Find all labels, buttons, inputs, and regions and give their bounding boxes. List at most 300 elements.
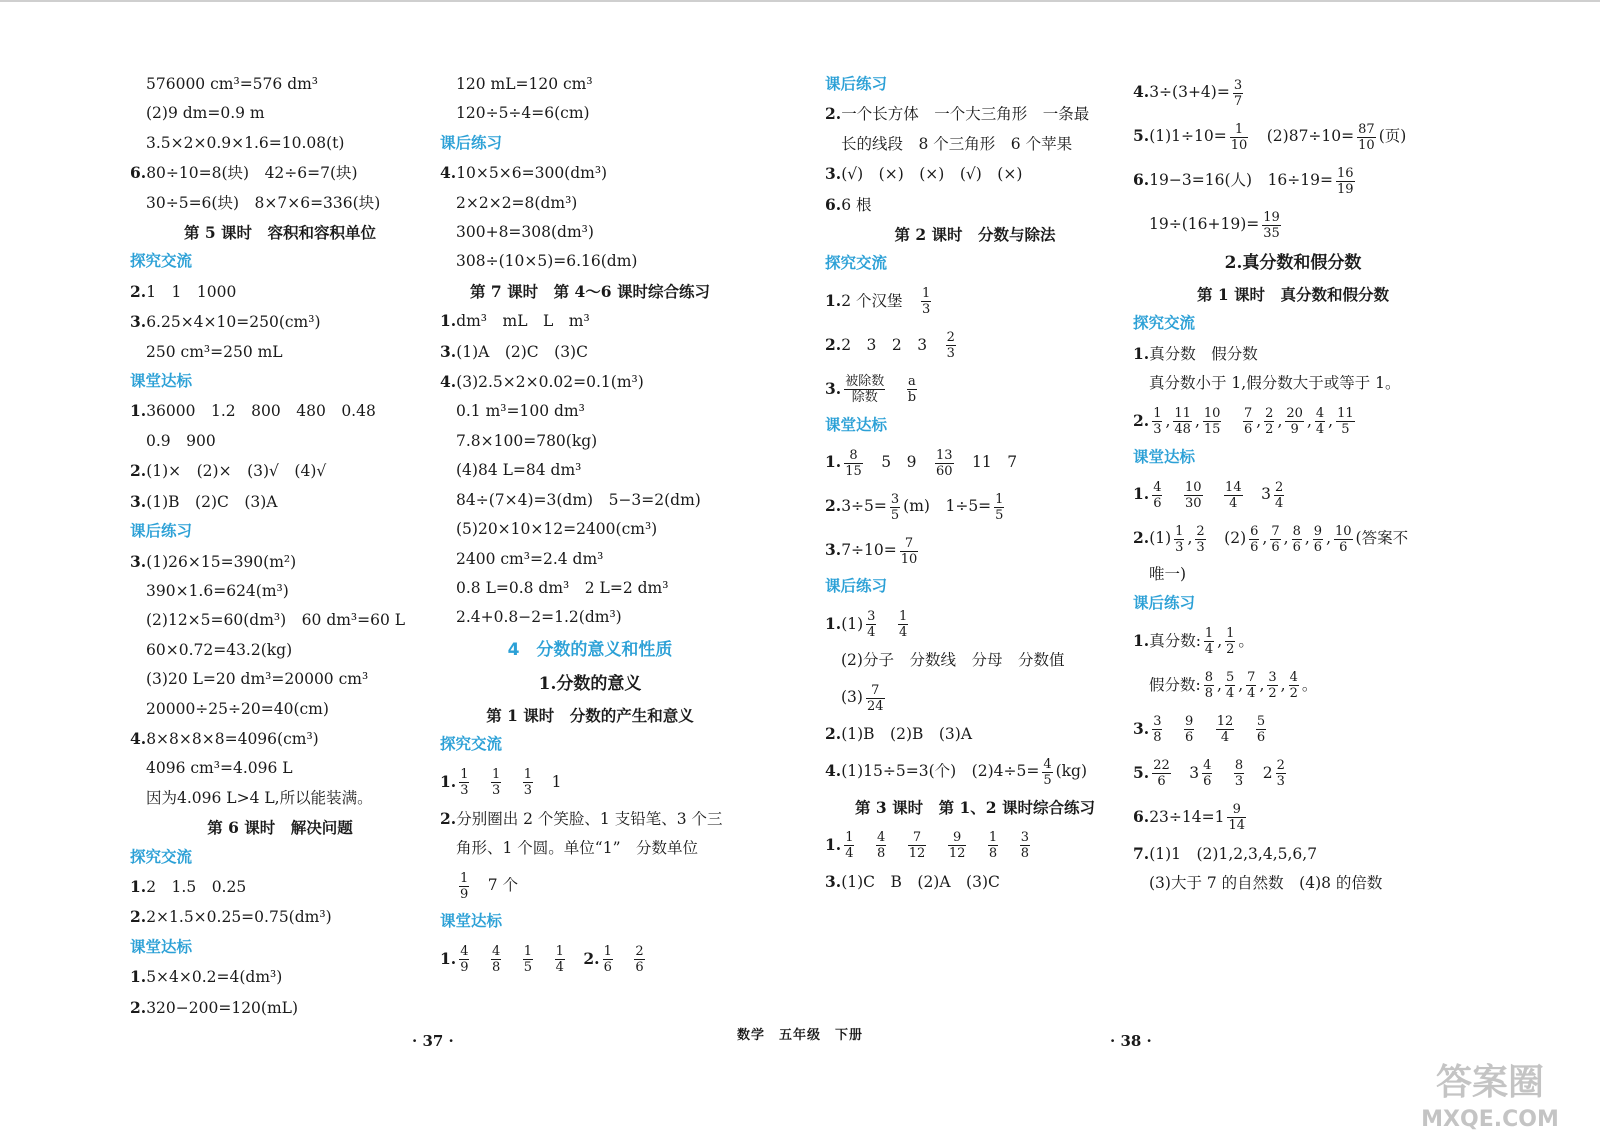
top-edge-line xyxy=(0,0,1600,2)
numerator: 2 xyxy=(946,330,955,346)
denominator: 6 xyxy=(1271,539,1280,555)
answer-line: 2.2×1.5×0.25=0.75(dm³) xyxy=(130,907,332,927)
answer-line: 4.(1)15÷5=3(个) (2)4÷5= $\frac{4}{5}$ (kg) xyxy=(825,756,1088,788)
fraction xyxy=(866,609,876,640)
denominator: 9 xyxy=(460,886,469,902)
question-number: 4. xyxy=(440,372,457,392)
denominator: 8 xyxy=(876,846,886,862)
answer-line: 2.分别圈出 2 个笑脸、1 支铅笔、3 个三 xyxy=(440,808,723,828)
section-label: 课后练习 xyxy=(130,522,193,541)
question-number: 2. xyxy=(440,808,457,828)
fraction xyxy=(948,830,967,861)
denominator: 3 xyxy=(1153,422,1162,438)
numerator: 10 xyxy=(1335,523,1352,539)
fraction xyxy=(1234,758,1244,789)
numerator: 13 xyxy=(935,447,953,463)
question-number: 3. xyxy=(825,871,842,891)
fraction xyxy=(1267,670,1277,701)
denominator: 3 xyxy=(921,302,931,318)
chapter-title: 4 分数的意义和性质 xyxy=(507,639,673,660)
numerator: 16 xyxy=(1337,165,1354,181)
fraction xyxy=(1256,714,1266,745)
fraction xyxy=(1042,757,1052,788)
answer-line xyxy=(440,937,740,981)
denominator: 4 xyxy=(1229,495,1238,511)
fraction xyxy=(876,830,886,861)
fraction xyxy=(1334,524,1353,555)
answer-line: 3.6.25×4×10=250(cm³) xyxy=(130,312,321,332)
fraction xyxy=(1195,524,1205,555)
numerator: 1 xyxy=(1153,406,1162,422)
question-number: 1. xyxy=(440,311,457,331)
watermark-line2: MXQE.COM xyxy=(1421,1107,1559,1132)
question-number: 1. xyxy=(825,613,842,633)
denominator: 8 xyxy=(1020,846,1029,862)
answer-line: 假分数: $\frac{8}{8}$ , $\frac{5}{4}$ , $\frac{7}{4}$ , $\frac{3}{2}$ , $\frac{4}{2}$ 。 xyxy=(1149,670,1318,702)
answer-line: 5. $\frac{22}{6}$ 3 $\frac{4}{6}$ $\frac{8}{3}$ 2 $\frac{2}{3}$ xyxy=(1133,758,1285,790)
denominator: 除数 xyxy=(851,390,878,406)
answer-line: 长的线段 8 个三角形 6 个苹果 xyxy=(841,134,1073,153)
answer-line: 2400 cm³=2.4 dm³ xyxy=(456,549,604,568)
answer-column-4 xyxy=(1133,70,1453,899)
answer-line: 因为4.096 L>4 L,所以能装满。 xyxy=(146,788,373,807)
fraction xyxy=(1230,122,1249,153)
answer-column-1 xyxy=(130,70,430,1023)
fraction xyxy=(1152,406,1162,437)
question-number: 6. xyxy=(130,163,147,183)
denominator: 6 xyxy=(1243,422,1253,438)
section-label: 探究交流 xyxy=(130,252,193,271)
fraction xyxy=(459,871,469,902)
answer-line: 2.3÷5= $\frac{3}{5}$ (m) 1÷5= $\frac{1}{5}$ xyxy=(825,491,1004,523)
fraction xyxy=(1289,670,1299,701)
numerator: 1 xyxy=(845,830,854,846)
answer-line: 2.2 3 2 3 $\frac{2}{3}$ xyxy=(825,330,955,362)
question-number: 4. xyxy=(825,761,842,781)
numerator: 7 xyxy=(1247,670,1256,686)
fraction xyxy=(844,374,885,405)
section-label: 课堂达标 xyxy=(130,937,193,956)
answer-line: 3.(1)A (2)C (3)C xyxy=(440,341,588,361)
answer-line: 250 cm³=250 mL xyxy=(146,342,283,361)
numerator: 1 xyxy=(460,767,469,783)
denominator: 3 xyxy=(491,783,501,799)
denominator: 10 xyxy=(1230,137,1248,153)
denominator: 4 xyxy=(1315,422,1325,438)
answer-line: 1. $\frac{8}{15}$ 5 9 $\frac{13}{60}$ 11 7 xyxy=(825,447,1018,479)
denominator: 3 xyxy=(523,783,533,799)
fraction xyxy=(908,830,927,861)
question-number: 3. xyxy=(1133,718,1150,738)
denominator: 9 xyxy=(460,960,469,976)
question-number: 1. xyxy=(825,834,842,854)
denominator: 5 xyxy=(995,507,1004,523)
fraction xyxy=(634,944,644,975)
numerator: 1 xyxy=(603,944,612,960)
numerator: 8 xyxy=(1292,523,1301,539)
numerator: 22 xyxy=(1153,758,1170,774)
fraction xyxy=(1184,714,1194,745)
denominator: 10 xyxy=(900,551,918,567)
fraction xyxy=(898,609,908,640)
denominator: 6 xyxy=(1250,539,1259,555)
answer-line: 3.(1)26×15=390(m²) xyxy=(130,551,297,571)
denominator: 10 xyxy=(1358,137,1375,153)
numerator: 20 xyxy=(1286,406,1303,422)
answer-line: 3.(1)C B (2)A (3)C xyxy=(825,871,1000,891)
numerator: 1 xyxy=(491,767,501,783)
numerator: 3 xyxy=(890,491,900,507)
fraction xyxy=(1184,480,1203,511)
answer-line: 60×0.72=43.2(kg) xyxy=(146,640,293,659)
answer-line: 84÷(7×4)=3(dm) 5−3=2(dm) xyxy=(456,490,701,509)
numerator: 1 xyxy=(1226,626,1235,642)
denominator: 3 xyxy=(1175,539,1184,555)
denominator: 6 xyxy=(1313,539,1323,555)
numerator: 1 xyxy=(523,944,533,960)
denominator: 4 xyxy=(1225,686,1235,702)
numerator: 1 xyxy=(898,609,908,625)
question-number: 3. xyxy=(130,551,147,571)
numerator: 1 xyxy=(460,870,469,886)
answer-line: 2×2×2=8(dm³) xyxy=(456,193,578,212)
denominator: 8 xyxy=(1204,686,1214,702)
fraction xyxy=(1202,758,1212,789)
denominator: 4 xyxy=(1220,730,1230,746)
denominator: 5 xyxy=(1341,422,1350,438)
fraction xyxy=(1243,406,1253,437)
question-number: 3. xyxy=(825,540,842,560)
fraction xyxy=(907,374,917,405)
answer-line: 3.7÷10= $\frac{7}{10}$ xyxy=(825,535,918,567)
denominator: 6 xyxy=(635,960,644,976)
denominator: 4 xyxy=(867,625,876,641)
answer-line: 3.(√) (×) (×) (√) (×) xyxy=(825,164,1023,184)
answer-line: 308÷(10×5)=6.16(dm) xyxy=(456,252,638,271)
numerator: 12 xyxy=(1216,714,1234,730)
denominator: 12 xyxy=(908,846,926,862)
denominator: 5 xyxy=(523,960,533,976)
lesson-heading: 第 7 课时 第 4～6 课时综合练习 xyxy=(470,281,710,301)
answer-line: 1.36000 1.2 800 480 0.48 xyxy=(130,401,376,421)
section-label: 课后练习 xyxy=(825,577,888,596)
question-number: 1. xyxy=(1133,630,1150,650)
answer-line: 1.(1) $\frac{3}{4}$ $\frac{1}{4}$ xyxy=(825,609,908,641)
lesson-heading: 第 2 课时 分数与除法 xyxy=(894,225,1056,245)
answer-line: 1.真分数: $\frac{1}{4}$ , $\frac{1}{2}$ 。 xyxy=(1133,626,1254,658)
numerator: 9 xyxy=(948,830,967,846)
section-label: 课堂达标 xyxy=(825,415,888,434)
fraction xyxy=(1204,670,1214,701)
section-label: 课后练习 xyxy=(825,75,888,93)
numerator: 19 xyxy=(1263,209,1280,225)
numerator: 7 xyxy=(900,536,919,552)
numerator: 6 xyxy=(1250,523,1259,539)
fraction xyxy=(900,536,919,567)
answer-line: 真分数小于 1,假分数大于或等于 1。 xyxy=(1149,374,1401,393)
question-number: 2. xyxy=(1133,528,1150,548)
numerator: 8 xyxy=(1234,758,1244,774)
fraction xyxy=(921,286,931,317)
answer-line xyxy=(1133,707,1453,751)
fraction xyxy=(994,492,1004,523)
answer-line: 1.真分数 假分数 xyxy=(1133,343,1258,363)
numerator: 3 xyxy=(1153,714,1162,730)
numerator: 4 xyxy=(1203,758,1212,774)
fraction xyxy=(935,448,954,479)
answer-line: 1.2 1.5 0.25 xyxy=(130,876,247,896)
question-number: 4. xyxy=(1133,82,1150,101)
fraction xyxy=(1224,480,1243,511)
denominator: 6 xyxy=(1339,539,1348,555)
denominator: 5 xyxy=(1043,772,1052,788)
section-label: 课堂达标 xyxy=(440,912,503,931)
answer-line: 4.3÷(3+4)= $\frac{3}{7}$ xyxy=(1133,77,1243,109)
denominator: 8 xyxy=(491,960,501,976)
fraction xyxy=(1152,480,1162,511)
watermark-logo xyxy=(1420,1060,1560,1140)
fraction xyxy=(1315,406,1325,437)
question-number: 4. xyxy=(130,728,147,748)
denominator: 2 xyxy=(1226,642,1235,658)
denominator: 24 xyxy=(866,698,884,714)
answer-line: 4.(3)2.5×2×0.02=0.1(m³) xyxy=(440,372,644,392)
numerator: 4 xyxy=(876,830,886,846)
section-label: 探究交流 xyxy=(1133,314,1196,333)
question-number: 3. xyxy=(825,164,842,184)
numerator: 4 xyxy=(1315,406,1325,422)
answer-line xyxy=(825,823,1125,867)
denominator: 8 xyxy=(988,846,998,862)
numerator: 2 xyxy=(1265,406,1274,422)
fraction xyxy=(1204,626,1214,657)
denominator: 3 xyxy=(1234,774,1244,790)
denominator: 4 xyxy=(1274,495,1284,511)
question-number: 3. xyxy=(130,491,147,511)
fraction xyxy=(523,944,533,975)
question-number: 1. xyxy=(130,401,147,421)
answer-line: 6.19−3=16(人) 16÷19= $\frac{16}{19}$ xyxy=(1133,165,1354,197)
numerator: 3 xyxy=(1233,77,1243,93)
numerator: 2 xyxy=(1196,523,1205,539)
denominator: 6 xyxy=(603,960,612,976)
fraction xyxy=(1225,626,1235,657)
question-number: 6. xyxy=(1133,806,1150,826)
denominator: 4 xyxy=(898,625,908,641)
numerator: 1 xyxy=(1204,626,1214,642)
numerator: 9 xyxy=(1227,802,1246,818)
fraction xyxy=(1276,758,1286,789)
question-number: 2. xyxy=(825,724,842,744)
fraction xyxy=(491,944,501,975)
fraction xyxy=(1357,122,1376,153)
answer-line: 5.(1)1÷10= $\frac{1}{10}$ (2)87÷10= $\frac{87}{10}$ (页) xyxy=(1133,121,1407,153)
numerator: 9 xyxy=(1184,714,1194,730)
section-label: 课后练习 xyxy=(440,133,503,152)
denominator: b xyxy=(907,390,917,406)
answer-line: 19÷(16+19)= $\frac{19}{35}$ xyxy=(1149,209,1280,241)
numerator: 1 xyxy=(995,491,1004,507)
answer-line: 角形、1 个圆。单位“1” 分数单位 xyxy=(456,838,698,857)
fraction xyxy=(890,492,900,523)
numerator: 被除数 xyxy=(845,374,885,390)
denominator: 6 xyxy=(1292,539,1301,555)
denominator: 3 xyxy=(1196,539,1205,555)
numerator: 4 xyxy=(1043,756,1052,772)
numerator: 8 xyxy=(844,448,863,464)
question-number: 5. xyxy=(1133,762,1150,782)
denominator: 7 xyxy=(1233,93,1243,109)
question-number: 1. xyxy=(825,452,842,472)
numerator: 1 xyxy=(555,944,564,960)
fraction xyxy=(1313,524,1323,555)
numerator: 2 xyxy=(635,944,644,960)
answer-line: 2.(1)× (2)× (3)√ (4)√ xyxy=(130,461,327,481)
answer-line: 2.4+0.8−2=1.2(dm³) xyxy=(456,608,622,627)
question-number: 1. xyxy=(130,876,147,896)
fraction xyxy=(946,330,956,361)
question-number: 2. xyxy=(130,461,147,481)
denominator: 48 xyxy=(1174,422,1191,438)
answer-line: 576000 cm³=576 dm³ xyxy=(146,75,319,93)
denominator: 9 xyxy=(1290,422,1299,438)
denominator: 2 xyxy=(1289,686,1298,702)
answer-line: 390×1.6=624(m³) xyxy=(146,581,289,600)
fraction xyxy=(1246,670,1256,701)
fraction xyxy=(555,944,565,975)
denominator: 15 xyxy=(845,463,862,479)
question-number: 3. xyxy=(130,312,147,332)
answer-line: 6.6 根 xyxy=(825,194,872,214)
answer-line: 7.(1)1 (2)1,2,3,4,5,6,7 xyxy=(1133,843,1318,863)
numerator: 7 xyxy=(866,683,885,699)
answer-line: 1.2 个汉堡 $\frac{1}{3}$ xyxy=(825,286,931,318)
answer-line: 20000÷25÷20=40(cm) xyxy=(146,699,329,718)
numerator: 7 xyxy=(1243,406,1253,422)
numerator: 4 xyxy=(1153,479,1162,495)
numerator: 1 xyxy=(1230,122,1249,138)
fraction xyxy=(1227,802,1246,833)
section-label: 课堂达标 xyxy=(1133,447,1196,466)
unit-title: 1.分数的意义 xyxy=(538,673,642,694)
numerator: 1 xyxy=(1175,523,1184,539)
fraction xyxy=(1285,406,1304,437)
numerator: 9 xyxy=(1313,523,1323,539)
footer-subject: 数学 五年级 下册 xyxy=(736,1028,863,1043)
lesson-heading: 第 5 课时 容积和容积单位 xyxy=(183,223,377,243)
numerator: 11 xyxy=(1174,406,1191,422)
denominator: 15 xyxy=(1203,422,1221,438)
page-number-left: · 37 · xyxy=(412,1032,454,1050)
denominator: 12 xyxy=(948,846,966,862)
answer-line: 6.80÷10=8(块) 42÷6=7(块) xyxy=(130,163,358,183)
question-number: 5. xyxy=(1133,126,1150,145)
section-label: 探究交流 xyxy=(130,847,193,866)
fraction xyxy=(1225,670,1235,701)
answer-line: 唯一) xyxy=(1149,565,1187,584)
lesson-heading: 第 1 课时 真分数和假分数 xyxy=(1196,285,1390,304)
question-number: 1. xyxy=(440,948,457,968)
fraction xyxy=(1249,524,1259,555)
question-number: 1. xyxy=(825,290,842,310)
denominator: 4 xyxy=(845,846,854,862)
fraction xyxy=(1020,830,1030,861)
denominator: 6 xyxy=(1153,495,1162,511)
answer-line xyxy=(825,367,1125,411)
fraction xyxy=(1152,758,1171,789)
question-number: 1. xyxy=(440,771,457,791)
question-number: 2. xyxy=(583,948,600,968)
answer-line: 1. $\frac{1}{3}$ $\frac{1}{3}$ $\frac{1}{3}$ 1 xyxy=(440,767,562,799)
denominator: 60 xyxy=(935,463,953,479)
answer-line: 4.8×8×8×8=4096(cm³) xyxy=(130,728,319,748)
question-number: 2. xyxy=(825,496,842,516)
fraction xyxy=(1336,406,1355,437)
question-number: 6. xyxy=(1133,170,1150,189)
page-number-right: · 38 · xyxy=(1110,1032,1152,1050)
fraction xyxy=(491,767,501,798)
denominator: 14 xyxy=(1228,818,1246,834)
answer-line: 2.(1) $\frac{1}{3}$ , $\frac{2}{3}$ (2) $\frac{6}{6}$ , $\frac{7}{6}$ , $\frac{8}{6}$ , $\frac{9}{6}$ , $\frac{10}{6}$ (答案不 xyxy=(1133,523,1409,555)
question-number: 7. xyxy=(1133,843,1150,863)
answer-line: 4096 cm³=4.096 L xyxy=(146,759,293,778)
fraction xyxy=(1152,714,1162,745)
fraction xyxy=(844,448,863,479)
answer-line: 30÷5=6(块) 8×7×6=336(块) xyxy=(146,193,381,212)
question-number: 2. xyxy=(130,907,147,927)
answer-line: 120 mL=120 cm³ xyxy=(456,75,593,93)
fraction xyxy=(1270,524,1280,555)
answer-line: (2)12×5=60(dm³) 60 dm³=60 L xyxy=(146,611,406,630)
fraction xyxy=(523,767,533,798)
answer-line: 0.1 m³=100 dm³ xyxy=(456,402,585,421)
numerator: 5 xyxy=(1225,670,1235,686)
denominator: 8 xyxy=(1153,730,1162,746)
answer-line: (3)大于 7 的自然数 (4)8 的倍数 xyxy=(1149,874,1383,893)
numerator: 4 xyxy=(460,944,469,960)
question-number: 2. xyxy=(130,281,147,301)
answer-column-3 xyxy=(825,70,1125,897)
fraction xyxy=(1336,166,1355,197)
numerator: 7 xyxy=(1271,523,1280,539)
answer-line: $\frac{1}{9}$ 7 个 xyxy=(460,870,519,902)
answer-line: 2.一个长方体 一个大三角形 一条最 xyxy=(825,104,1090,124)
answer-line: 300+8=308(dm³) xyxy=(456,223,594,242)
answer-line: 1.dm³ mL L m³ xyxy=(440,311,590,331)
numerator: 14 xyxy=(1225,479,1242,495)
section-label: 探究交流 xyxy=(440,735,503,754)
numerator: 3 xyxy=(1020,830,1029,846)
numerator: 10 xyxy=(1203,406,1221,422)
fraction xyxy=(459,767,469,798)
numerator: 3 xyxy=(867,609,876,625)
fraction xyxy=(988,830,998,861)
denominator: 2 xyxy=(1268,686,1277,702)
numerator: 3 xyxy=(1268,670,1277,686)
answer-line: 120÷5÷4=6(cm) xyxy=(456,104,590,123)
numerator: 1 xyxy=(921,286,931,302)
question-number: 2. xyxy=(130,997,147,1017)
numerator: 1 xyxy=(523,767,533,783)
answer-line: (3)20 L=20 dm³=20000 cm³ xyxy=(146,670,369,689)
question-number: 6. xyxy=(825,194,842,214)
fraction xyxy=(1292,524,1302,555)
fraction xyxy=(603,944,613,975)
question-number: 2. xyxy=(825,334,842,354)
question-number: 1. xyxy=(130,967,147,987)
answer-line: 3.5×2×0.9×1.6=10.08(t) xyxy=(146,133,345,152)
denominator: 4 xyxy=(555,960,564,976)
